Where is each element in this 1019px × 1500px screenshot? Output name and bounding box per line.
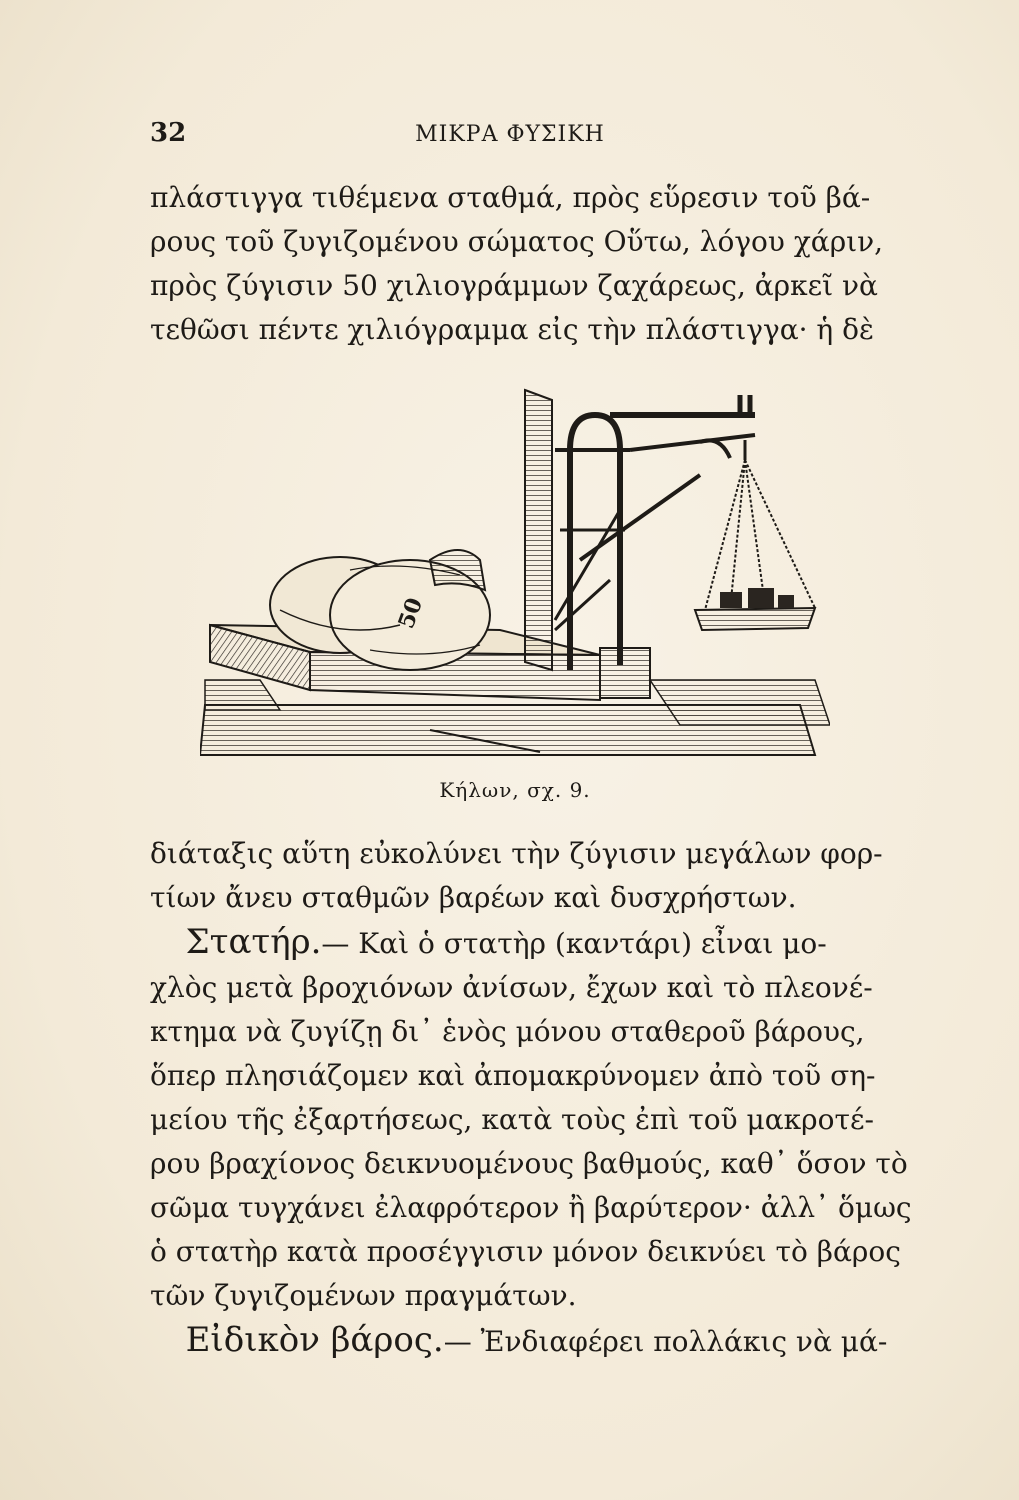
- text-fragment: — Ἐνδιαφέρει πολλάκις νὰ μά-: [443, 1325, 888, 1358]
- text-line: [150, 920, 875, 966]
- text-line: ρου βραχίονος δεικνυομένους βαθμούς, καθ᾿ ὅσον τὸ: [150, 1147, 908, 1180]
- page-number: 32: [150, 118, 187, 148]
- text-line: [150, 1318, 888, 1364]
- text-line: διάταξις αὕτη εὐκολύνει τὴν ζύγισιν μεγάλων φορ-: [150, 837, 883, 870]
- section-heading-stater: Στατήρ.: [185, 922, 322, 962]
- paragraph-stater: [150, 920, 912, 1318]
- text-line: ρους τοῦ ζυγιζομένου σώματος Οὕτω, λόγου χάριν,: [150, 225, 884, 258]
- figure-caption: Κήλων, σχ. 9.: [439, 778, 591, 802]
- text-line: κτημα νὰ ζυγίζῃ δι᾿ ἑνὸς μόνου σταθεροῦ βάρους,: [150, 1015, 865, 1048]
- text-line: ὅπερ πλησιάζομεν καὶ ἀπομακρύνομεν ἀπὸ τοῦ ση-: [150, 1059, 876, 1092]
- section-heading-specific-weight: Εἰδικὸν βάρος.: [185, 1320, 444, 1360]
- text-line: μείου τῆς ἐξαρτήσεως, κατὰ τοὺς ἐπὶ τοῦ μακροτέ-: [150, 1103, 874, 1136]
- text-line: χλὸς μετὰ βροχιόνων ἀνίσων, ἔχων καὶ τὸ πλεονέ-: [150, 971, 873, 1004]
- text-line: τῶν ζυγιζομένων πραγμάτων.: [150, 1279, 577, 1312]
- decimal-scale-illustration: [200, 380, 830, 770]
- upright-board: [525, 390, 552, 670]
- paragraph-specific-weight: [150, 1318, 888, 1364]
- running-title: ΜΙΚΡΑ ΦΥΣΙΚΗ: [415, 122, 605, 147]
- text-line: ὁ στατὴρ κατὰ προσέγγισιν μόνον δεικνύει τὸ βάρος: [150, 1235, 901, 1268]
- text-line: τίων ἄνευ σταθμῶν βαρέων καὶ δυσχρήστων.: [150, 881, 797, 914]
- text-fragment: — Καὶ ὁ στατὴρ (καντάρι) εἶναι μο-: [321, 927, 827, 960]
- page-header: [150, 118, 870, 158]
- text-line: τεθῶσι πέντε χιλιόγραμμα εἰς τὴν πλάστιγγα· ἡ δὲ: [150, 313, 874, 346]
- text-line: σῶμα τυγχάνει ἐλαφρότερον ἢ βαρύτερον· ἀλλ᾿ ὅμως: [150, 1191, 912, 1224]
- sack-weight-label: 50: [393, 594, 429, 633]
- text-line: πρὸς ζύγισιν 50 χιλιογράμμων ζαχάρεως, ἀρκεῖ νὰ: [150, 269, 878, 302]
- paragraph-top: [150, 176, 884, 352]
- paragraph-after-figure: [150, 832, 883, 920]
- weighing-pan: [695, 460, 815, 630]
- text-line: πλάστιγγα τιθέμενα σταθμά, πρὸς εὕρεσιν τοῦ βά-: [150, 181, 871, 214]
